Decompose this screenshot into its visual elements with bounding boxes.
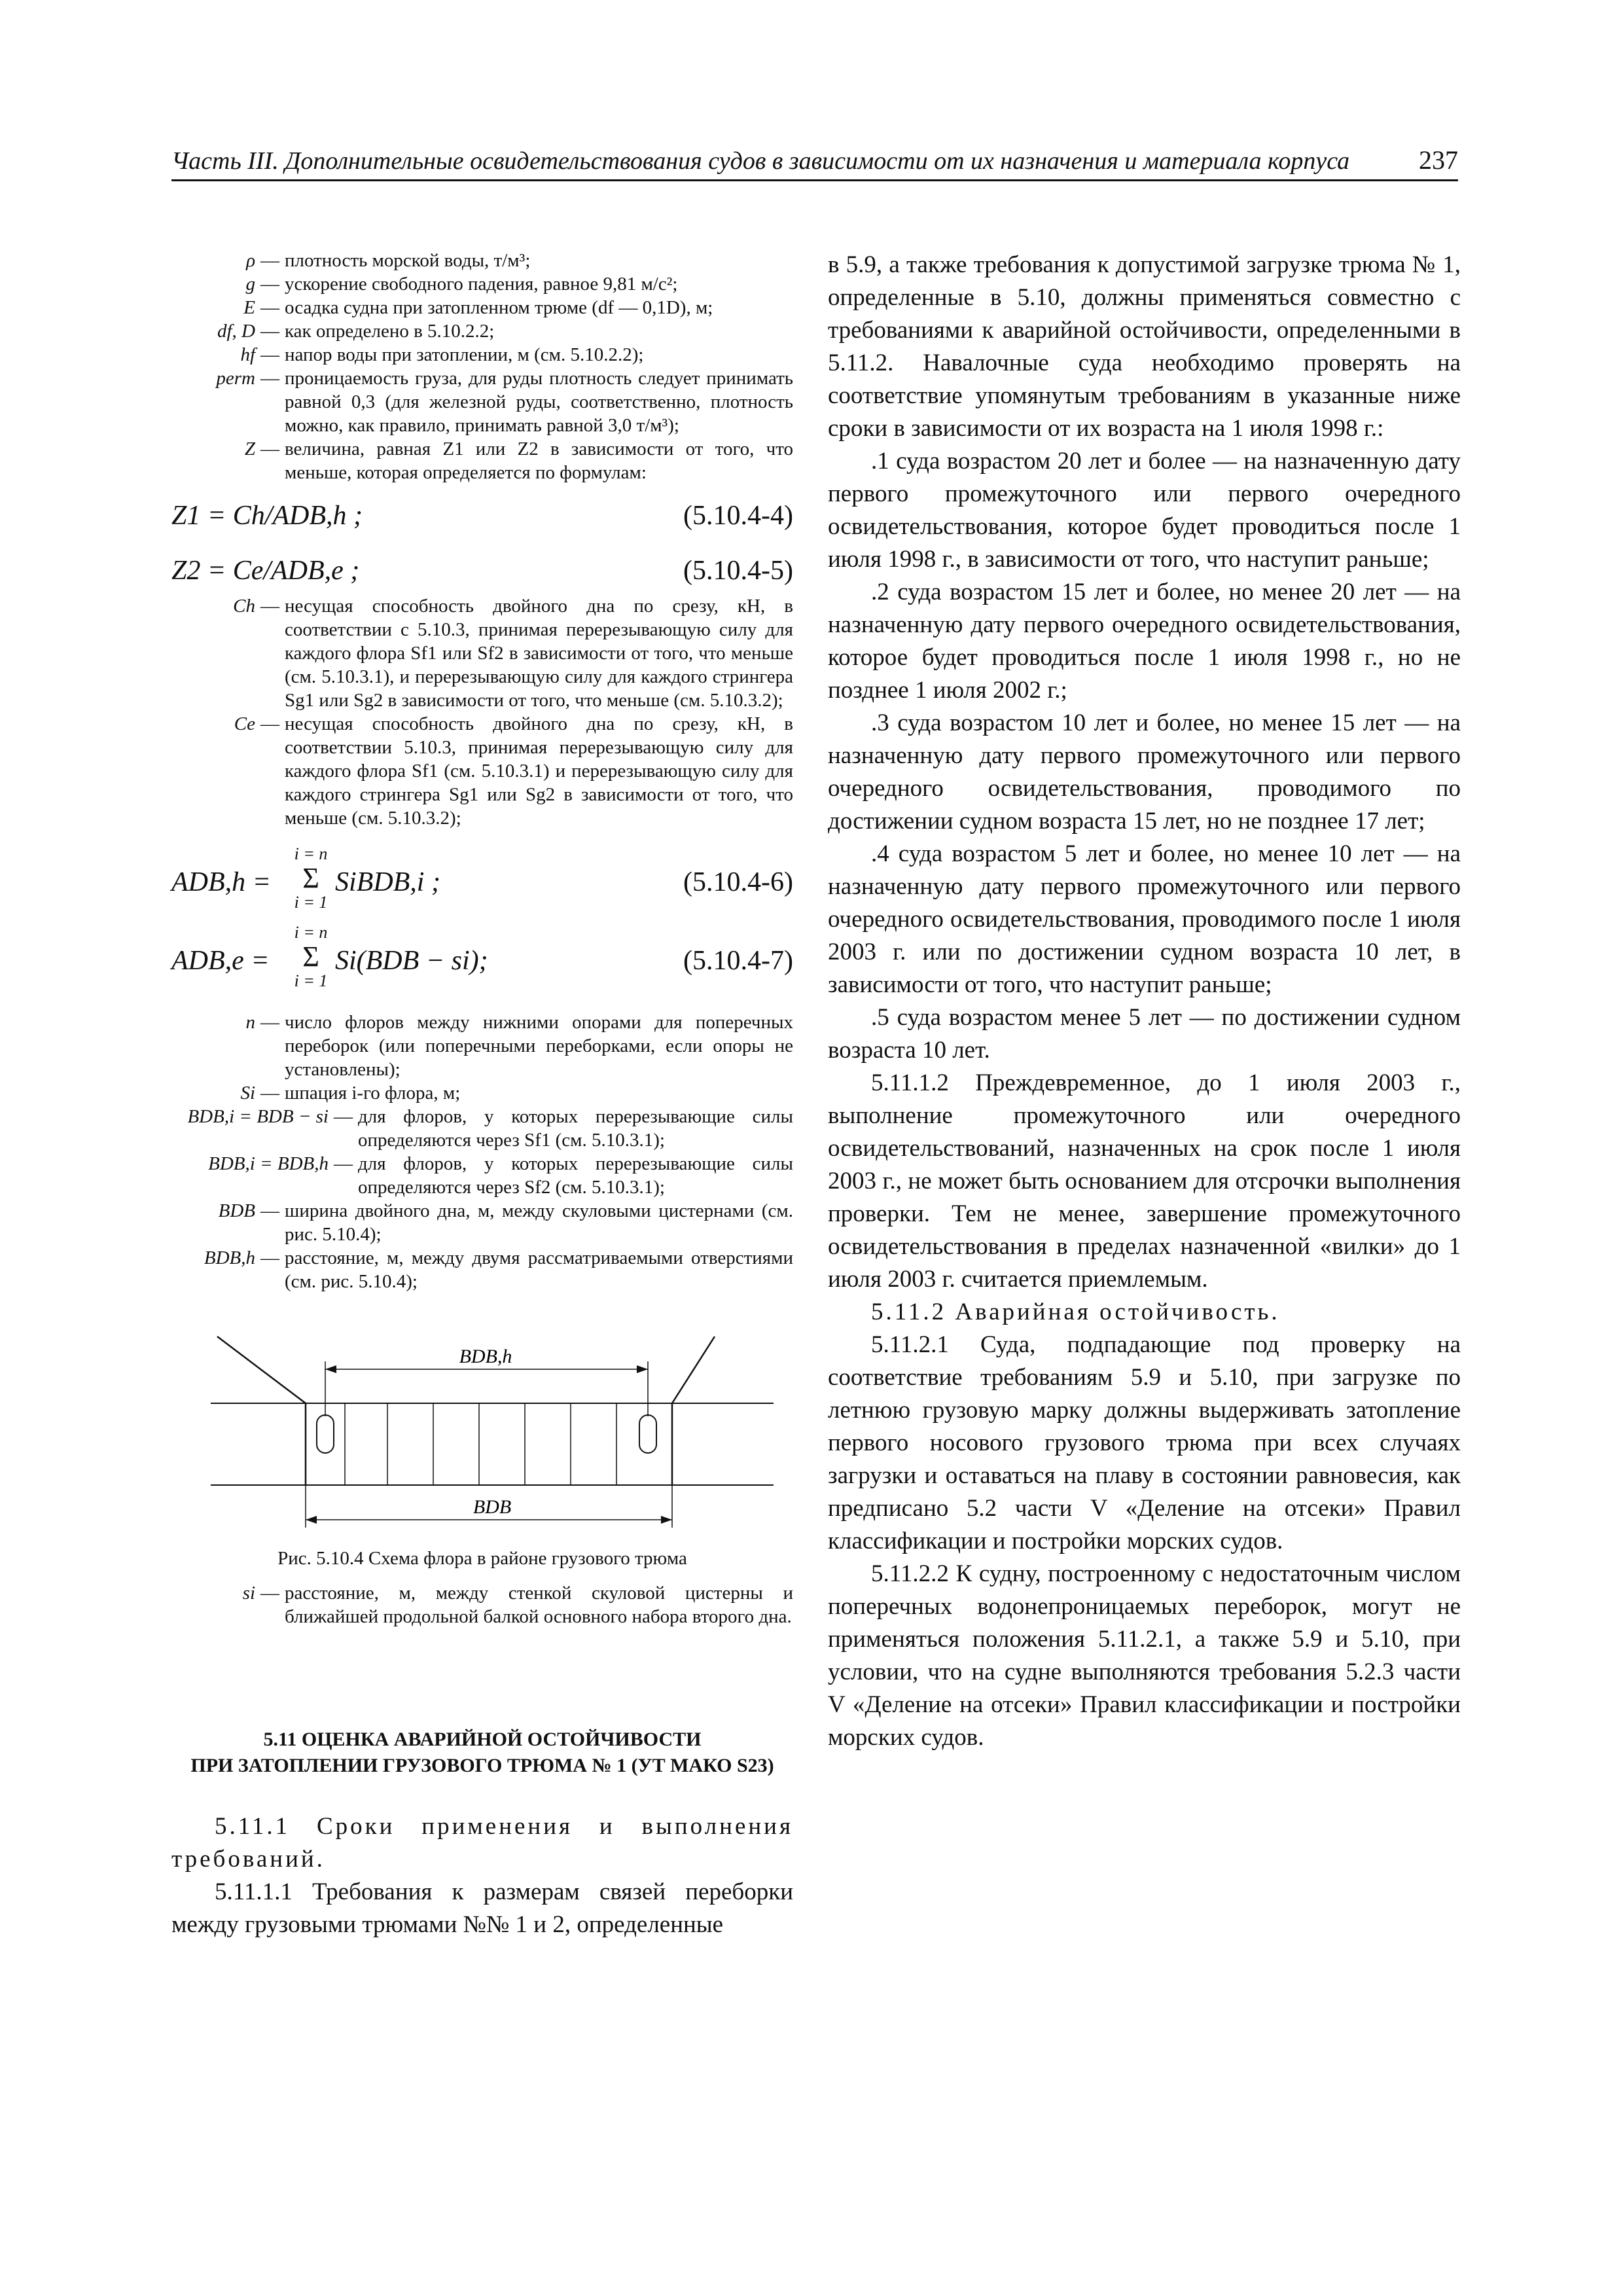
definition-symbol: BDB — [218, 1200, 255, 1221]
definition-si-spacing: Si — шпация i-го флора, м; — [171, 1081, 793, 1105]
paragraph-continuation: в 5.9, а также требования к допустимой загрузке трюма № 1, определенные в 5.10, должны применяться совместно с требованиями к аварийной остойчивости, определенными в 5.11.2. Навалочные суда необходимо проверять на соответствие упомянутым требованиям в указанные ниже сроки в зависимости от их возраста на 1 июля 1998 г.: — [828, 251, 1461, 442]
definition-text: расстояние, м, между стенкой скуловой цистерны и ближайшей продольной балкой основного набора второго дна. — [285, 1583, 793, 1627]
definition-bdbi-2: BDB,i = BDB,h — для флоров, у которых перерезывающие силы определяются через Sf2 (см. 5.10.3.1); — [171, 1152, 793, 1199]
summation-sign — [288, 844, 334, 912]
definition-symbol: g — [245, 274, 255, 295]
paragraph-5-11-2-2: 5.11.2.2 К судну, построенному с недостаточным числом поперечных водонепроницаемых переборок, могут не применяться положения 5.11.2.1, а также 5.9 и 5.10, при условии, что на судне выполняются требования 5.2.3 части V «Деление на отсеки» Правил классификации и постройки морских судов. — [828, 1560, 1461, 1751]
right-lightening-hole — [639, 1415, 656, 1453]
definition-text: проницаемость груза, для руды плотность следует принимать равной 0,3 (для железной руды, соответственно, плотность можно, как правило, принимать равной 3,0 т/м³); — [285, 368, 793, 436]
list-item-4: .4 суда возрастом 5 лет и более, но менее 10 лет — на назначенную дату первого промежуточного или первого очередного освидетельствования, проводимого после 1 июля 2003 г. или по достижении судном возраста 10 лет, в зависимости от того, что наступит раньше; — [828, 840, 1461, 998]
subsection-5-11-2-heading: 5.11.2 Аварийная остойчивость. — [871, 1299, 1280, 1325]
left-hopper-slope — [217, 1336, 306, 1403]
definition-perm: perm — проницаемость груза, для руды плотность следует принимать равной 0,3 (для железной руды, соответственно, плотность можно, как правило, принимать равной 3,0 т/м³); — [171, 367, 793, 437]
arrow-right-icon — [637, 1365, 648, 1373]
paragraph-5-11-1-2: 5.11.1.2 Преждевременное, до 1 июля 2003 г., выполнение промежуточного или очередного освидетельствований, назначенных на срок после 1 июля 2003 г., не может быть основанием для отсрочки выполнения проверки. Тем не менее, завершение промежуточного освидетельствования в пределах назначенной «вилки» до 1 июля 2003 г. считается приемлемым. — [828, 1069, 1461, 1293]
definition-ch: Ch — несущая способность двойного дна по срезу, кН, в соответствии с 5.10.3, принимая перерезывающую силу для каждого флора Sf1 или Sf2 в зависимости от того, что меньше (см. 5.10.3.1), и перерезывающую силу для каждого стрингера Sg1 или Sg2 в зависимости от того, что меньше (см. 5.10.3.2); — [171, 594, 793, 712]
sum-upper-limit: i = n — [294, 844, 328, 863]
formula-5-10-4-6 — [171, 844, 793, 923]
definition-symbol: Si — [240, 1083, 255, 1103]
definition-bdb: BDB — ширина двойного дна, м, между скуловыми цистернами (см. рис. 5.10.4); — [171, 1199, 793, 1246]
page-number: 237 — [1419, 145, 1458, 175]
sum-upper-limit: i = n — [294, 923, 328, 942]
arrow-left-icon — [325, 1365, 336, 1373]
definition-bdbh: BDB,h — расстояние, м, между двумя рассматриваемыми отверстиями (см. рис. 5.10.4); — [171, 1246, 793, 1293]
formula-number: (5.10.4-6) — [683, 867, 793, 897]
bdb-label: BDB — [473, 1496, 512, 1518]
formula-number: (5.10.4-4) — [683, 501, 793, 531]
sigma-symbol: Σ — [302, 862, 319, 894]
definition-text: ширина двойного дна, м, между скуловыми цистернами (см. рис. 5.10.4); — [285, 1200, 793, 1245]
sum-lower-limit: i = 1 — [294, 971, 328, 990]
definition-z: Z — величина, равная Z1 или Z2 в зависимости от того, что меньше, которая определяется по формулам: — [171, 437, 793, 484]
definitions-mid — [171, 594, 793, 830]
running-header — [171, 143, 1458, 181]
definition-text: несущая способность двойного дна по срезу, кН, в соответствии с 5.10.3, принимая перерезывающую силу для каждого флора Sf1 или Sf2 в зависимости от того, что меньше (см. 5.10.3.1), и перерезывающую силу для каждого стрингера Sg1 или Sg2 в зависимости от того, что меньше (см. 5.10.3.2); — [285, 596, 793, 711]
definition-symbol: E — [243, 297, 255, 318]
arrow-right-icon — [661, 1516, 672, 1524]
left-column — [171, 249, 793, 1941]
right-hopper-slope — [672, 1336, 715, 1403]
section-heading-line-1: 5.11 ОЦЕНКА АВАРИЙНОЙ ОСТОЙЧИВОСТИ — [263, 1729, 702, 1750]
floor-scheme-diagram — [171, 1318, 793, 1541]
figure-caption: Рис. 5.10.4 Схема флора в районе грузового трюма — [277, 1548, 687, 1569]
summation-sign — [288, 923, 334, 991]
formula-number: (5.10.4-5) — [683, 556, 793, 586]
definition-symbol: ρ — [246, 250, 255, 271]
definition-text: плотность морской воды, т/м³; — [285, 250, 531, 271]
running-title: Часть III. Дополнительные освидетельствования судов в зависимости от их назначения и материала корпуса — [171, 147, 1350, 175]
left-lightening-hole — [317, 1415, 334, 1453]
definition-symbol: hf — [240, 344, 255, 365]
formula-expression: Z2 = Ce/ADB,e ; — [171, 556, 360, 586]
definition-text: несущая способность двойного дна по срезу, кН, в соответствии 5.10.3, принимая перерезывающую силу для каждого флора Sf1 (см. 5.10.3.1) и перерезывающую силу для каждого стрингера Sg1 или Sg2 в зависимости от того, что меньше (см. 5.10.3.2); — [285, 713, 793, 829]
definition-symbol: BDB,i = BDB − si — [187, 1106, 329, 1127]
definition-symbol: BDB,i = BDB,h — [208, 1153, 329, 1174]
definition-symbol: n — [245, 1012, 255, 1033]
definition-text: для флоров, у которых перерезывающие силы определяются через Sf2 (см. 5.10.3.1); — [358, 1153, 793, 1198]
paragraph-5-11-1-1: 5.11.1.1 Требования к размерам связей переборки между грузовыми трюмами №№ 1 и 2, определенные — [171, 1878, 793, 1938]
definition-text: для флоров, у которых перерезывающие силы определяются через Sf1 (см. 5.10.3.1); — [358, 1106, 793, 1151]
list-item-5: .5 суда возрастом менее 5 лет — по достижении судном возраста 10 лет. — [828, 1004, 1461, 1064]
arrow-left-icon — [306, 1516, 317, 1524]
bdbh-label: BDB,h — [459, 1346, 512, 1367]
definitions-top — [171, 249, 793, 484]
formula-lhs: ADB,h = — [171, 867, 271, 897]
definitions-bottom — [171, 1011, 793, 1293]
definition-symbol: Ch — [233, 596, 255, 617]
definition-symbol: df, D — [217, 321, 255, 342]
formula-expression: Z1 = Ch/ADB,h ; — [171, 501, 363, 531]
definition-hf: hf — напор воды при затоплении, м (см. 5.10.2.2); — [171, 343, 793, 367]
paragraph-5-11-2-1: 5.11.2.1 Суда, подпадающие под проверку на соответствие требованиям 5.9 и 5.10, при загрузке по летнюю грузовую марку должны выдерживать затопление первого носового грузового трюма при всех случаях загрузки и оставаться на плаву в состоянии равновесия, как предписано 5.2 части V «Деление на отсеки» Правил классификации и постройки морских судов. — [828, 1331, 1461, 1554]
definition-symbol: si — [242, 1583, 255, 1604]
definition-symbol: Ce — [234, 713, 255, 734]
definition-text: число флоров между нижними опорами для поперечных переборок (или поперечными переборками, если опоры не установлены); — [285, 1012, 793, 1080]
formula-5-10-4-5 — [171, 548, 793, 594]
sum-lower-limit: i = 1 — [294, 893, 328, 912]
definition-text: шпация i-го флора, м; — [285, 1083, 461, 1103]
formula-lhs: ADB,e = — [171, 946, 270, 976]
formula-5-10-4-7 — [171, 923, 793, 1001]
right-column — [828, 249, 1461, 1754]
section-heading-line-2: ПРИ ЗАТОПЛЕНИИ ГРУЗОВОГО ТРЮМА № 1 (УТ МАКО S23) — [190, 1755, 774, 1776]
sigma-symbol: Σ — [302, 941, 319, 973]
subsection-5-11-1-heading: 5.11.1 Сроки применения и выполнения требований. — [171, 1813, 793, 1873]
list-item-2: .2 суда возрастом 15 лет и более, но менее 20 лет — на назначенную дату первого очередного освидетельствования, которое будет проводиться после 1 июля 1998 г., но не позднее 1 июля 2002 г.; — [828, 579, 1461, 704]
definition-symbol: BDB,h — [204, 1247, 255, 1268]
definition-symbol: Z — [244, 439, 255, 459]
formula-5-10-4-4 — [171, 493, 793, 539]
definition-text: расстояние, м, между двумя рассматриваемыми отверстиями (см. рис. 5.10.4); — [285, 1247, 793, 1292]
definition-bdbi-1: BDB,i = BDB − si — для флоров, у которых перерезывающие силы определяются через Sf1 (см. 5.10.3.1); — [171, 1105, 793, 1152]
definition-e: E — осадка судна при затопленном трюме (df — 0,1D), м; — [171, 296, 793, 319]
formula-number: (5.10.4-7) — [683, 946, 793, 976]
list-item-1: .1 суда возрастом 20 лет и более — на назначенную дату первого промежуточного или первого очередного освидетельствования, которое будет проводиться после 1 июля 1998 г., в зависимости от того, что наступит раньше; — [828, 448, 1461, 573]
definition-text: ускорение свободного падения, равное 9,81 м/с²; — [285, 274, 678, 295]
definition-df-d: df, D — как определено в 5.10.2.2; — [171, 319, 793, 343]
definition-si-distance: si — расстояние, м, между стенкой скуловой цистерны и ближайшей продольной балкой основного набора второго дна. — [171, 1581, 793, 1628]
definition-text: напор воды при затоплении, м (см. 5.10.2.2); — [285, 344, 644, 365]
definition-text: величина, равная Z1 или Z2 в зависимости от того, что меньше, которая определяется по формулам: — [285, 439, 793, 483]
section-heading — [171, 1727, 793, 1779]
formula-rhs: Si(BDB − si); — [335, 946, 488, 976]
formula-rhs: SiBDB,i ; — [335, 867, 440, 897]
definition-ce: Ce — несущая способность двойного дна по срезу, кН, в соответствии 5.10.3, принимая перерезывающую силу для каждого флора Sf1 (см. 5.10.3.1) и перерезывающую силу для каждого стрингера Sg1 или Sg2 в зависимости от того, что меньше (см. 5.10.3.2); — [171, 712, 793, 830]
definition-n: n — число флоров между нижними опорами для поперечных переборок (или поперечными переборками, если опоры не установлены); — [171, 1011, 793, 1081]
definition-g: g — ускорение свободного падения, равное 9,81 м/с²; — [171, 272, 793, 296]
definition-text: осадка судна при затопленном трюме (df — 0,1D), м; — [285, 297, 713, 318]
definition-symbol: perm — [216, 368, 255, 389]
figure-5-10-4 — [171, 1318, 793, 1567]
definition-text: как определено в 5.10.2.2; — [285, 321, 495, 342]
list-item-3: .3 суда возрастом 10 лет и более, но менее 15 лет — на назначенную дату первого промежуточного или первого очередного освидетельствования, проводимого по достижении судном возраста 15 лет, но не позднее 17 лет; — [828, 709, 1461, 834]
definition-rho: ρ — плотность морской воды, т/м³; — [171, 249, 793, 272]
